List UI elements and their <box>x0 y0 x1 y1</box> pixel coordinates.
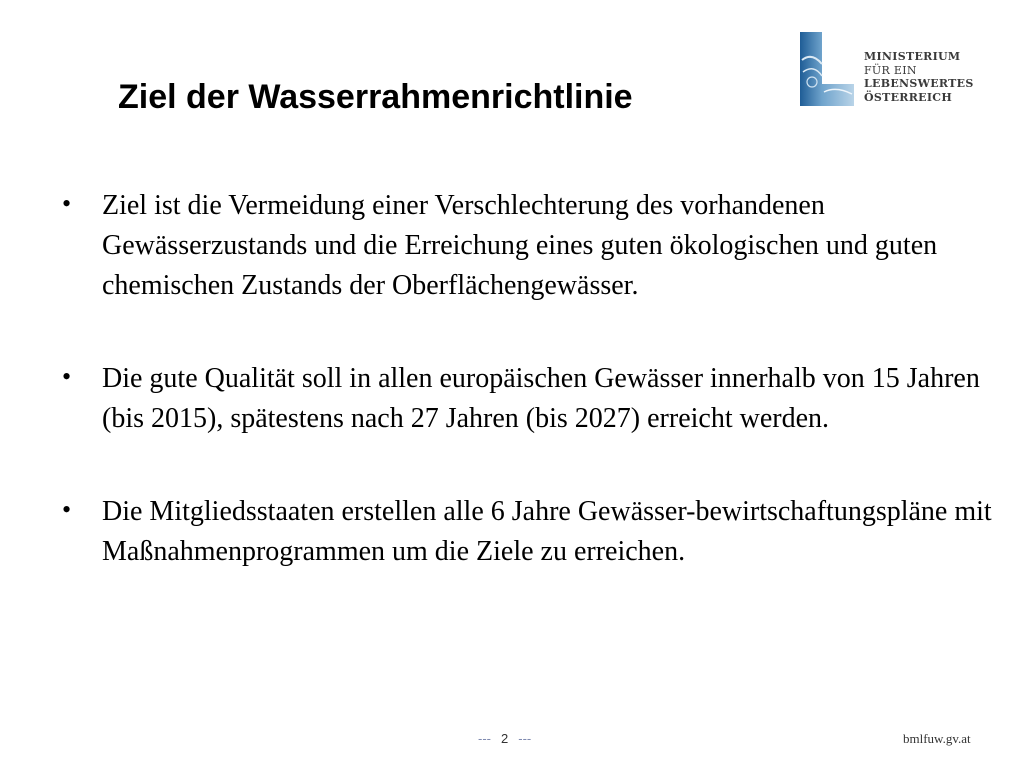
bullet-item <box>62 359 992 439</box>
ministry-logo-mark-icon <box>800 30 854 108</box>
page-number: 2 <box>501 731 509 746</box>
bullet-icon: • <box>62 495 72 524</box>
logo-line-3: LEBENSWERTES <box>864 77 974 90</box>
bullet-item <box>62 186 992 306</box>
footer-page-number <box>478 731 531 746</box>
logo-line-1: MINISTERIUM <box>864 50 961 63</box>
ministry-logo-text <box>864 50 974 104</box>
bullet-text: Die Mitgliedsstaaten erstellen alle 6 Jahre Gewässer-bewirtschaftungspläne mit Maßnahmenprogrammen um die Ziele zu erreichen. <box>102 496 992 567</box>
footer-dash-left: --- <box>478 731 491 746</box>
bullet-text: Die gute Qualität soll in allen europäischen Gewässer innerhalb von 15 Jahren (bis 2015), spätestens nach 27 Jahren (bis 2027) erreicht werden. <box>102 363 980 434</box>
bullet-icon: • <box>62 362 72 391</box>
bullet-text: Ziel ist die Vermeidung einer Verschlechterung des vorhandenen Gewässerzustands und die Erreichung eines guten ökologischen und guten chemischen Zustands der Oberflächengewässer. <box>102 190 938 301</box>
footer-dash-right: --- <box>518 731 532 746</box>
bullet-icon: • <box>62 189 72 218</box>
logo-line-2: FÜR EIN <box>864 63 917 77</box>
bullet-item <box>62 492 992 572</box>
ministry-logo <box>800 30 1000 110</box>
bullet-list <box>62 186 992 572</box>
logo-line-4: ÖSTERREICH <box>864 90 953 104</box>
slide-title: Ziel der Wasserrahmenrichtlinie <box>118 78 633 116</box>
footer-website: bmlfuw.gv.at <box>903 731 971 746</box>
